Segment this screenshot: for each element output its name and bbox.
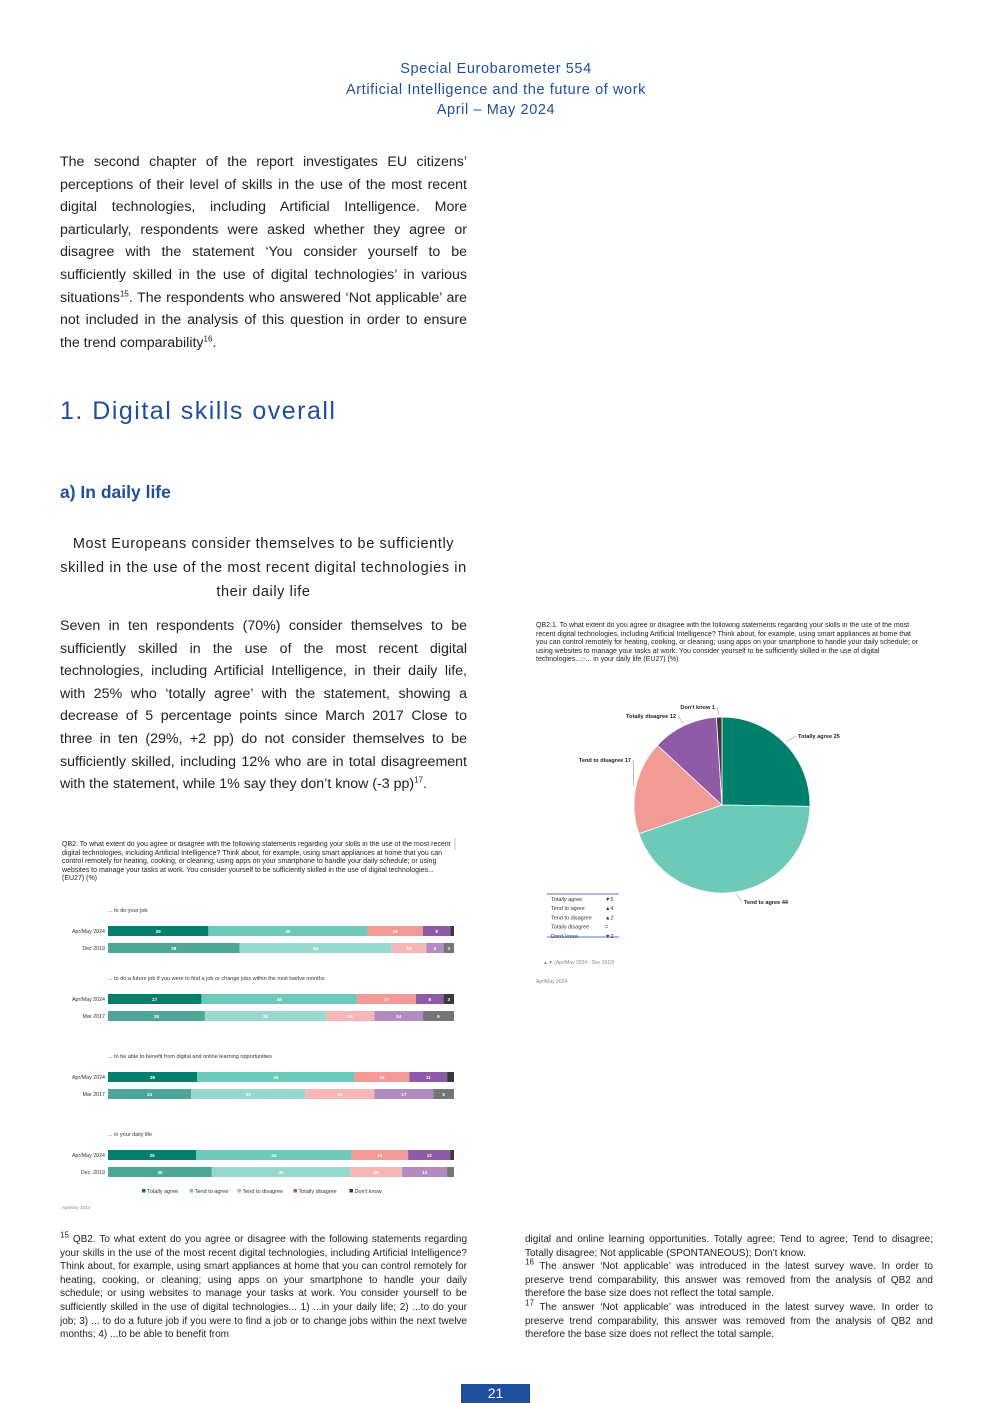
bar-value-label: 15: [373, 1169, 379, 1175]
bar-value-label: 16: [392, 928, 398, 934]
footnote-15-continued: digital and online learning opportunities. Totally agree; Tend to agree; Tend to disagree; Totally disagree; Not applicable (SPONTANEOUS); Don't know.: [525, 1234, 933, 1259]
bar-value-label: 6: [442, 1091, 445, 1097]
bar-value-label: 45: [276, 996, 282, 1002]
bar-period-label: Dec 2019: [82, 946, 105, 953]
pie-slice-label: Tend to disagree 17: [578, 758, 631, 764]
intro-text-a: The second chapter of the report investigates EU citizens’ perceptions of their level of skills in the use of the most recent digital technologies, including Artificial Intelligence. More particularly, respondents were asked whether they agree or disagree with the statement ‘You consider yourself to be sufficiently skilled in the use of digital technologies’ in various situations: [60, 154, 467, 306]
bar-value-label: 16: [379, 1074, 385, 1080]
trend-table-change: ▼5: [605, 897, 614, 903]
footnote-17-text: The answer ‘Not applicable’ was introduced in the latest survey wave. In order to preserve trend comparability, this answer was removed from the analysis of QB2 and therefore the base size does not reflect the total sample.: [525, 1301, 933, 1341]
bar-value-label: 16: [377, 1152, 383, 1158]
pie-slice-label: Tend to agree 44: [744, 900, 789, 906]
bar-value-label: 10: [406, 945, 412, 951]
legend-swatch: [294, 1189, 298, 1193]
bar-segment: [447, 1167, 454, 1177]
bar-segment: [447, 1072, 454, 1082]
legend-label: Totally disagree: [298, 1189, 337, 1195]
legend-swatch: [190, 1189, 194, 1193]
header-line-2: Artificial Intelligence and the future of work: [345, 81, 647, 98]
pie-leader-line: [736, 894, 742, 902]
bar-period-label: Mar 2017: [82, 1014, 105, 1021]
bar-value-label: 11: [425, 1074, 431, 1080]
legend-swatch: [238, 1189, 242, 1193]
trend-table-label: Tend to agree: [551, 906, 585, 913]
bar-value-label: 3: [447, 945, 451, 951]
stacked-bar-chart: [58, 836, 460, 1216]
bar-period-label: Apr/May 2024: [72, 997, 105, 1004]
trend-table-change: ▼2: [605, 933, 614, 940]
pie-leader-line: [786, 736, 796, 742]
bar-period-label: Apr/May 2024: [72, 1153, 105, 1160]
bar-value-label: 17: [401, 1091, 407, 1097]
bar-period-label: Apr/May 2024: [72, 1075, 105, 1082]
trend-table-change: ▲2: [605, 915, 614, 922]
bar-value-label: 5: [433, 945, 437, 951]
bar-value-label: 46: [273, 1074, 279, 1080]
body-text: Seven in ten respondents (70%) consider themselves to be sufficiently skilled in the use of the most recent digital technologies, including Artificial Intelligence, in their daily life, with 25% who ‘totally agree’ with the statement, showing a decrease of 5 percentage points since March 2017 Close to three in ten (29%, +2 pp) do not consider themselves to be sufficiently skilled, including 12% who are in total disagreement with the statement, while 1% say they don’t know (-3 pp): [60, 618, 467, 793]
legend-swatch: [142, 1189, 146, 1193]
footnotes-right-column: [525, 1233, 933, 1342]
intro-paragraph: [60, 151, 467, 354]
bar-period-label: Mar 2017: [82, 1092, 105, 1099]
header-line-3: April – May 2024: [436, 102, 556, 118]
bar-value-label: 8: [428, 996, 432, 1002]
pie-leader-line: [678, 716, 683, 724]
footnote-17: [525, 1298, 933, 1342]
bar-value-label: 14: [347, 1013, 353, 1019]
footnote-16-number: 16: [525, 1257, 534, 1267]
pie-leader-line: [633, 760, 634, 787]
bar-value-label: 25: [149, 1152, 155, 1158]
bar-value-label: 20: [337, 1091, 343, 1097]
pie-leader-line: [717, 707, 719, 715]
bar-value-label: 17: [383, 996, 390, 1002]
footnote-15: [60, 1230, 468, 1342]
legend-label: Don't know: [354, 1189, 382, 1195]
legend-swatch: [350, 1189, 354, 1193]
pie-chart: [533, 620, 933, 992]
footnote-15-number: 15: [60, 1230, 69, 1240]
trend-table-label: Don't know: [551, 933, 579, 940]
section-heading: 1. Digital skills overall: [60, 397, 337, 425]
footnote-ref-16[interactable]: 16: [203, 334, 213, 344]
trend-table-label: Totally agree: [551, 897, 583, 903]
trend-table-label: Totally disagree: [551, 924, 590, 931]
bar-chart-title: QB2. To what extent do you agree or disagree with the following statements regarding your skills in the use of the most recent digital technologies, including Artificial Intelligence? Think about, for example, using smart appliances at home that you can control remotely for heating, cooking, or cleaning; using apps on your smartphone to handle your daily schedule; or using websites to manage your tasks at work. You consider yourself to be sufficiently skilled in the use of digital technologies... (EU27) (%): [62, 841, 451, 883]
trend-table-label: Tend to disagree: [551, 915, 592, 922]
bar-segment: [451, 926, 454, 936]
bar-value-label: 28: [153, 1013, 160, 1019]
bar-group-label: ... to do a future job if you were to find a job or change jobs within the next twelve months: [108, 976, 325, 982]
intro-text-c: .: [212, 334, 217, 351]
legend-label: Tend to disagree: [242, 1189, 284, 1195]
bar-value-label: 3: [447, 996, 451, 1002]
bar-value-label: 27: [152, 996, 158, 1002]
pie-slice-label: Totally agree 25: [798, 734, 840, 740]
bar-chart-footnote: Apr/May 2024: [62, 1205, 91, 1210]
header-line-1: Special Eurobarometer 554: [400, 61, 592, 77]
body-paragraph: [60, 615, 467, 796]
legend-label: Tend to agree: [194, 1189, 229, 1195]
legend-label: Totally agree: [147, 1189, 179, 1195]
running-header: [0, 59, 992, 121]
bar-value-label: 26: [149, 1074, 156, 1080]
trend-table-change: =: [605, 924, 609, 931]
pie-chart-footnote: Apr/May 2024: [536, 979, 568, 985]
subsection-heading: a) In daily life: [60, 482, 171, 502]
footnote-17-number: 17: [525, 1298, 534, 1308]
bar-value-label: 38: [171, 945, 177, 951]
highlight-statement: Most Europeans consider themselves to be sufficiently skilled in the use of the most recent digital technologies in their daily life: [60, 536, 467, 600]
bar-value-label: 29: [155, 928, 161, 934]
bar-value-label: 30: [157, 1169, 163, 1175]
bar-value-label: 35: [262, 1013, 268, 1019]
bar-value-label: 12: [426, 1152, 432, 1158]
bar-value-label: 44: [313, 945, 319, 951]
bar-period-label: Apr/May 2024: [72, 929, 105, 936]
bar-value-label: 8: [435, 928, 438, 934]
footnote-ref-17[interactable]: 17: [414, 775, 423, 785]
bar-value-label: 9: [437, 1013, 440, 1019]
pie-chart-title: QB2.1. To what extent do you agree or disagree with the following statements regarding your skills in the use of the most recent digital technologies, including Artificial Intelligence? Think about, for example, using smart appliances at home that you can control remotely for heating, cooking, or cleaning; using apps on your smartphone to handle your daily schedule; or using websites to manage your tasks at work. You consider yourself to be sufficiently skilled in the use of digital technologies...:-... in your daily life (EU27) (%): [536, 622, 919, 664]
bar-value-label: 33: [245, 1091, 251, 1097]
pie-slice-label: Don't know 1: [680, 705, 715, 711]
bar-value-label: 24: [146, 1091, 153, 1097]
bar-value-label: 13: [422, 1169, 428, 1175]
bar-period-label: Dec. 2019: [80, 1170, 105, 1177]
bar-group-label: ... in your daily life: [108, 1132, 153, 1138]
intro-text-b: . The respondents who answered ‘Not applicable’ are not included in the analysis of this question in order to ensure the trend comparability: [60, 289, 467, 351]
bar-value-label: 44: [271, 1152, 277, 1158]
bar-value-label: 46: [285, 928, 291, 934]
pie-trend-note: ▲▼ (Apr/May 2024 - Dec 2019): [543, 960, 615, 966]
footnote-15-text: QB2. To what extent do you agree or disagree with the following statements regarding your skills in the use of the most recent digital technologies, including Artificial Intelligence? Think about, for example, using smart appliances at home that you can control remotely for heating, cooking, or cleaning; using apps on your smartphone to handle your daily schedule; or using websites to manage your tasks at work. You consider yourself to be sufficiently skilled in the use of digital technologies... 1) ...in your daily life; 2) ...to do your job; 3) ... to do a future job if you were to find a job or to change jobs within the next twelve months; 4) ...to be able to benefit from: [60, 1234, 468, 1341]
trend-table-change: ▲4: [605, 906, 614, 913]
bar-group-label: ... to be able to benefit from digital and online learning opportunities: [108, 1054, 272, 1060]
bar-group-label: ... to do your job: [108, 908, 148, 914]
bar-value-label: 14: [396, 1013, 402, 1019]
footnote-16-text: The answer ‘Not applicable’ was introduced in the latest survey wave. In order to preserve trend comparability, this answer was removed from the analysis of QB2 and therefore the base size does not reflect the total sample.: [525, 1261, 933, 1300]
body-text-end: .: [422, 776, 427, 793]
bar-segment: [450, 1150, 454, 1160]
page-number: 21: [461, 1384, 530, 1403]
pie-slice: [722, 717, 810, 806]
footnote-16: [525, 1257, 933, 1301]
footnote-ref-15[interactable]: 15: [119, 288, 129, 298]
pie-slice-label: Totally disagree 12: [626, 714, 676, 720]
bar-value-label: 40: [278, 1169, 284, 1175]
